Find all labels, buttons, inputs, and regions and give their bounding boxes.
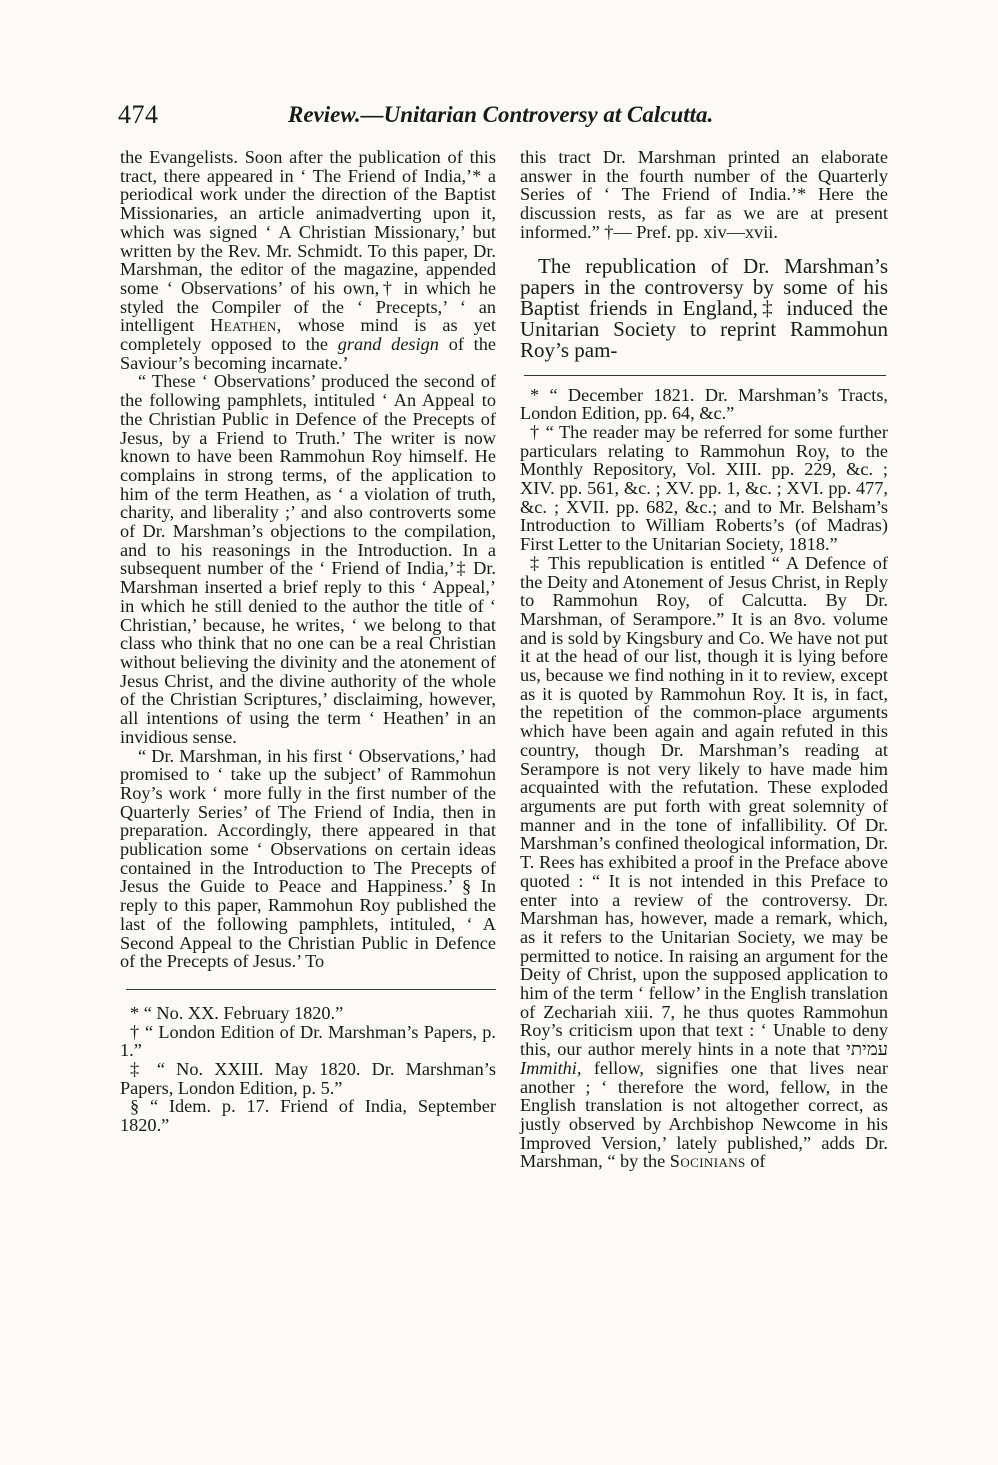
footnote: § “ Idem. p. 17. Friend of India, September 1820.”: [120, 1096, 496, 1136]
footnote: † “ The reader may be referred for some further particulars relating to Rammohun Roy, to the Monthly Repository, Vol. XIII. pp. 229, &c. ; XIV. pp. 561, &c. ; XV. pp. 1, &c. ; XVI. pp. 477, &c. ; XVII. pp. 682, &c.; and to Mr. Belsham’s Introduction to William Roberts’s (of Madras) First Letter to the Unitarian Society, 1818.”: [520, 421, 888, 555]
footnotes: [520, 386, 888, 1172]
footnote: ‡ “ No. XXIII. May 1820. Dr. Marshman’s Papers, London Edition, p. 5.”: [120, 1059, 496, 1098]
paragraph: “ Dr. Marshman, in his first ‘ Observations,’ had promised to ‘ take up the subject’ of Rammohun Roy’s work ‘ more fully in the first number of the Quarterly Series’ of The Friend of India, then in preparation. Accordingly, there appeared in that publication some ‘ Observations on certain ideas contained in the Introduction to The Precepts of Jesus the Guide to Peace and Happiness.’ § In reply to this paper, Rammohun Roy published the last of the following pamphlets, intituled, ‘ A Second Appeal to the Christian Public in Defence of the Precepts of Jesus.’ To: [120, 745, 496, 972]
page-number: 474: [118, 100, 159, 129]
footnote: * “ No. XX. February 1820.”: [130, 1002, 344, 1023]
footnote: † “ London Edition of Dr. Marshman’s Papers, p. 1.”: [120, 1021, 496, 1061]
paragraph-main: The republication of Dr. Marshman’s papers in the controversy by some of his Baptist friends in England,‡ induced the Unitarian Society to reprint Rammohun Roy’s pam-: [520, 253, 888, 362]
right-column: [520, 148, 888, 1171]
left-column: [120, 148, 496, 1135]
footnote-divider: [126, 989, 496, 990]
footnotes: [120, 1004, 496, 1135]
small-caps-word: Heathen,: [210, 315, 282, 336]
paragraph: “ These ‘ Observations’ produced the second of the following pamphlets, intituled ‘ An Appeal to the Christian Public in Defence of the Precepts of Jesus, by a Friend to Truth.’ The writer is now known to have been Rammohun Roy himself. He complains in strong terms, of the application to him of the term Heathen, as ‘ a violation of truth, charity, and liberality ;’ and also controverts some of Dr. Marshman’s objections to the compilation, and to his reasonings in the Introduction. In a subsequent number of the ‘ Friend of India,’‡ Dr. Marshman inserted a brief reply to this ‘ Appeal,’ in which he still denied to the author the title of ‘ Christian,’ because, he writes, ‘ we belong to that class who think that no one can be a real Christian without believing the divinity and the atonement of Jesus Christ, and the divine authority of the whole of the Christian Scriptures,’ disclaiming, however, all intentions of using the term ‘ Heathen’ in an invidious sense.: [120, 371, 496, 747]
small-caps-word: Socinians: [669, 1151, 746, 1172]
footnote: ‡ This republication is entitled “ A Defence of the Deity and Atonement of Jesus Christ, in Reply to Rammohun Roy, of Calcutta. By Dr. Marshman, of Serampore.” It is an 8vo. volume and is sold by Kingsbury and Co. We have not put it at the head of our list, though it is lying before us, because we find nothing in it to review, except as it is quoted by Rammohun Roy. It is, in fact, the repetition of the common-place arguments which have been again and again refuted in this country, though Dr. Marshman’s reading at Serampore is not very likely to have made him acquainted with the refutation. These exploded arguments are put forth with great solemnity of manner and in the tone of infallibility. Of Dr. Marshman’s confined theological information, Dr. T. Rees has exhibited a proof in the Preface above quoted : “ It is not intended in this Preface to enter into a review of the controversy. Dr. Marshman has, however, made a remark, which, as it refers to the Unitarian Society, we may be permitted to notice. In raising an argument for the Deity of Christ, upon the supposed application to him of the term ‘ fellow’ in the English translation of Zechariah xiii. 7, he thus quotes Rammohun Roy’s criticism upon that text : ‘ Unable to deny this, our author merely hints in a note that עמיתי Immithi, fellow, signifies one that lives near another ; ‘ therefore the word, fellow, in the English translation is not altogether correct, as justly observed by Archbishop Newcome in his Improved Version,’ lately published,” adds Dr. Marshman, “ by the Socinians of: [520, 552, 888, 1172]
italic-word: Immithi,: [520, 1057, 582, 1078]
paragraph: the Evangelists. Soon after the publication of this tract, there appeared in ‘ The Friend of India,’* a periodical work under the direction of the Baptist Missionaries, an article animadverting upon it, which was signed ‘ A Christian Missionary,’ but written by the Rev. Mr. Schmidt. To this paper, Dr. Marshman, the editor of the magazine, appended some ‘ Observations’ of his own,† in which he styled the Compiler of the ‘ Precepts,’ ‘ an intelligent Heathen, whose mind is as yet completely opposed to the grand design of the Saviour’s becoming incarnate.’: [120, 147, 497, 373]
page-header: [118, 100, 888, 140]
footnote: * “ December 1821. Dr. Marshman’s Tracts, London Edition, pp. 64, &c.”: [520, 384, 888, 424]
footnote-divider: [524, 375, 886, 376]
paragraph: this tract Dr. Marshman printed an elaborate answer in the fourth number of the Quarterly Series of ‘ The Friend of India.’* Here the discussion rests, as far as we are at present informed.” †— Pref. pp. xiv—xvii.: [520, 147, 888, 242]
running-head: Review.—Unitarian Controversy at Calcutta.: [288, 102, 714, 127]
italic-phrase: grand design: [337, 334, 439, 355]
